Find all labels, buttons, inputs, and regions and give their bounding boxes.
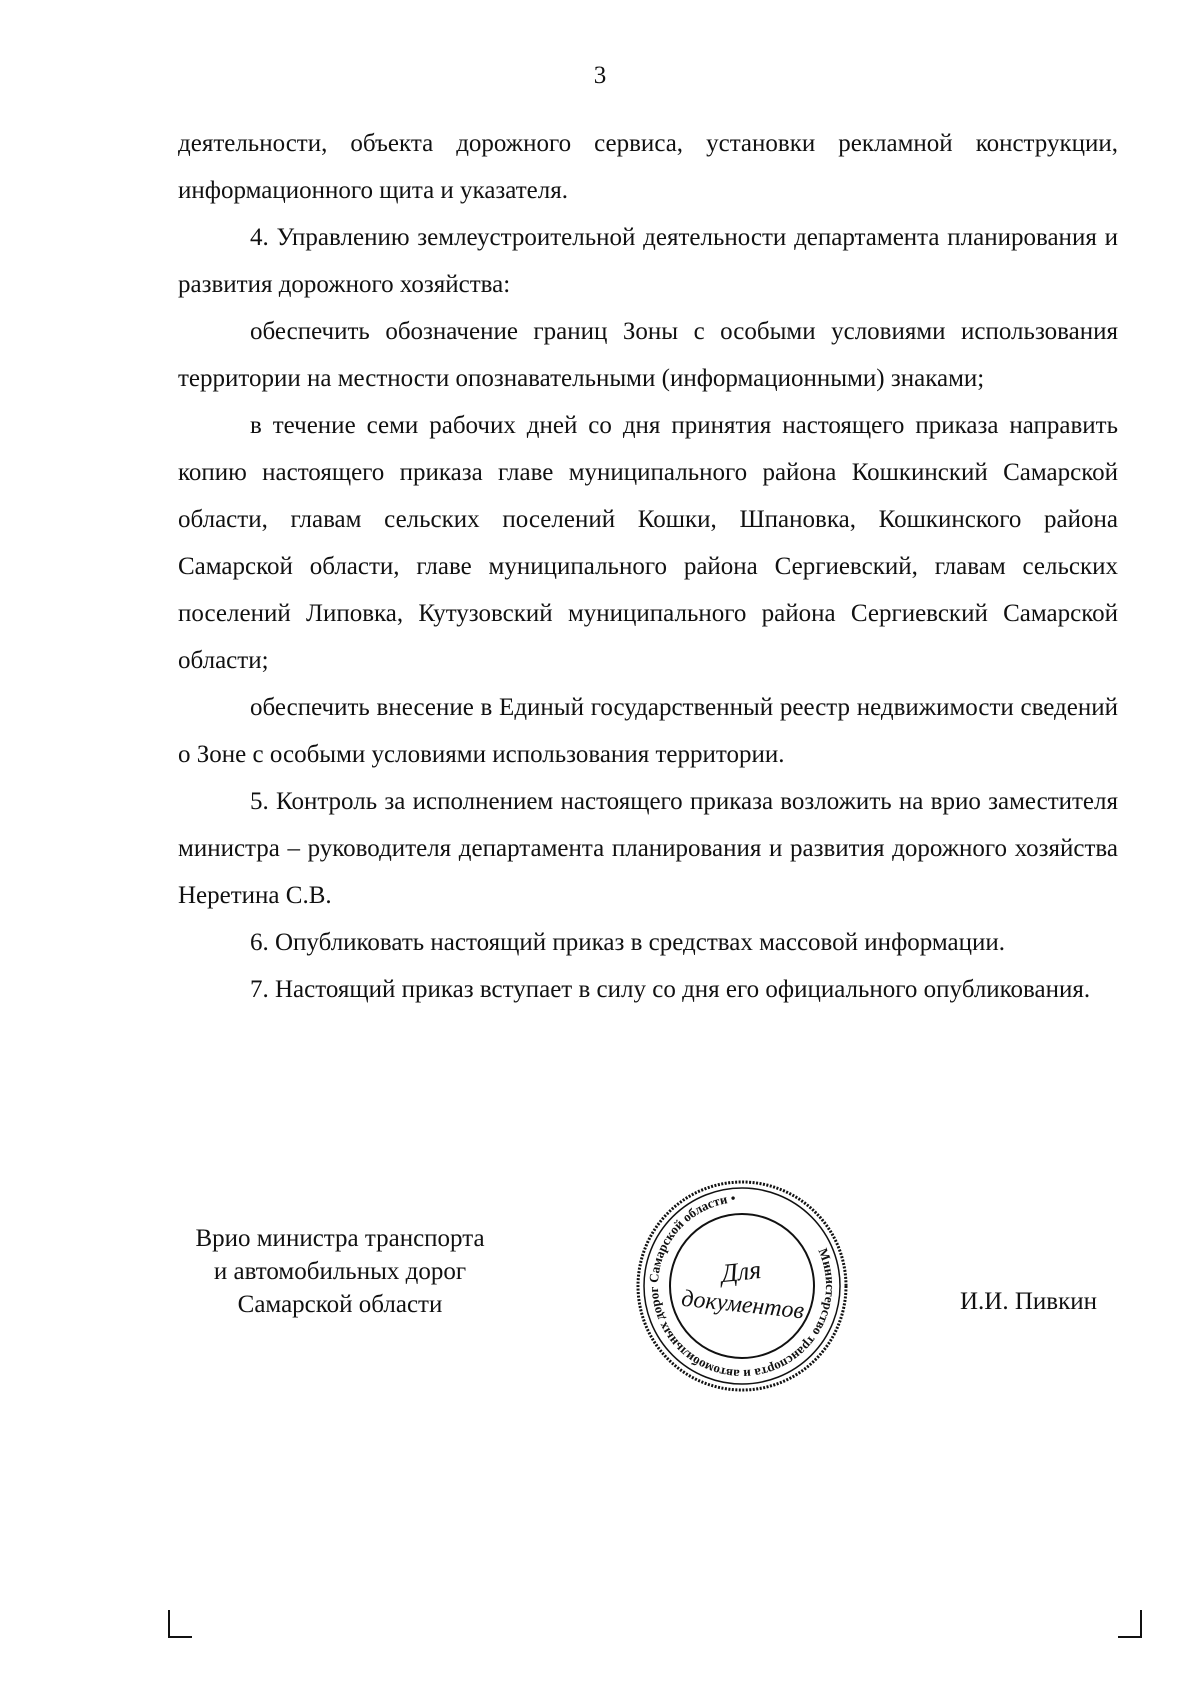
signatory-name: И.И. Пивкин xyxy=(960,1288,1097,1315)
official-stamp xyxy=(632,1176,852,1396)
document-body xyxy=(178,120,1118,1013)
page-number: 3 xyxy=(593,62,607,89)
signatory-position-line-2: и автомобильных дорог xyxy=(213,1258,467,1285)
stamp-ring-text: Министерство транспорта и автомобильных дорог Самарской области • xyxy=(645,1190,839,1383)
stamp-center-line-2: документов xyxy=(680,1285,806,1325)
corner-mark-bottom-left xyxy=(168,1610,192,1638)
stamp-center-line-1: Для xyxy=(719,1255,763,1289)
paragraph-item-4: 4. Управлению землеустроительной деятельности департамента планирования и развития дорожного хозяйства: xyxy=(178,224,1118,298)
paragraph-item-7: 7. Настоящий приказ вступает в силу со дня его официального опубликования. xyxy=(250,976,1091,1003)
signatory-position-line-3: Самарской области xyxy=(237,1291,443,1318)
stamp-graphic xyxy=(632,1176,852,1396)
paragraph-continuation: деятельности, объекта дорожного сервиса, установки рекламной конструкции, информационного щита и указателя. xyxy=(178,130,1118,204)
corner-mark-bottom-right xyxy=(1118,1610,1142,1638)
paragraph-boundary-marking: обеспечить обозначение границ Зоны с особыми условиями использования территории на местности опознавательными (информационными) знаками; xyxy=(178,318,1118,392)
signatory-position xyxy=(150,1222,530,1321)
paragraph-registry: обеспечить внесение в Единый государственный реестр недвижимости сведений о Зоне с особыми условиями использования территории. xyxy=(178,694,1118,768)
signatory-position-line-1: Врио министра транспорта xyxy=(195,1225,485,1252)
paragraph-item-6: 6. Опубликовать настоящий приказ в средствах массовой информации. xyxy=(250,929,1006,956)
paragraph-item-5: 5. Контроль за исполнением настоящего приказа возложить на врио заместителя министра – руководителя департамента планирования и развития дорожного хозяйства Неретина С.В. xyxy=(178,788,1118,909)
paragraph-send-copies: в течение семи рабочих дней со дня принятия настоящего приказа направить копию настоящего приказа главе муниципального района Кошкинский Самарской области, главам сельских поселений Кошки, Шпановка, Кошкинского района Самарской области, главе муниципального района Сергиевский, главам сельских поселений Липовка, Кутузовский муниципального района Сергиевский Самарской области; xyxy=(178,412,1118,674)
